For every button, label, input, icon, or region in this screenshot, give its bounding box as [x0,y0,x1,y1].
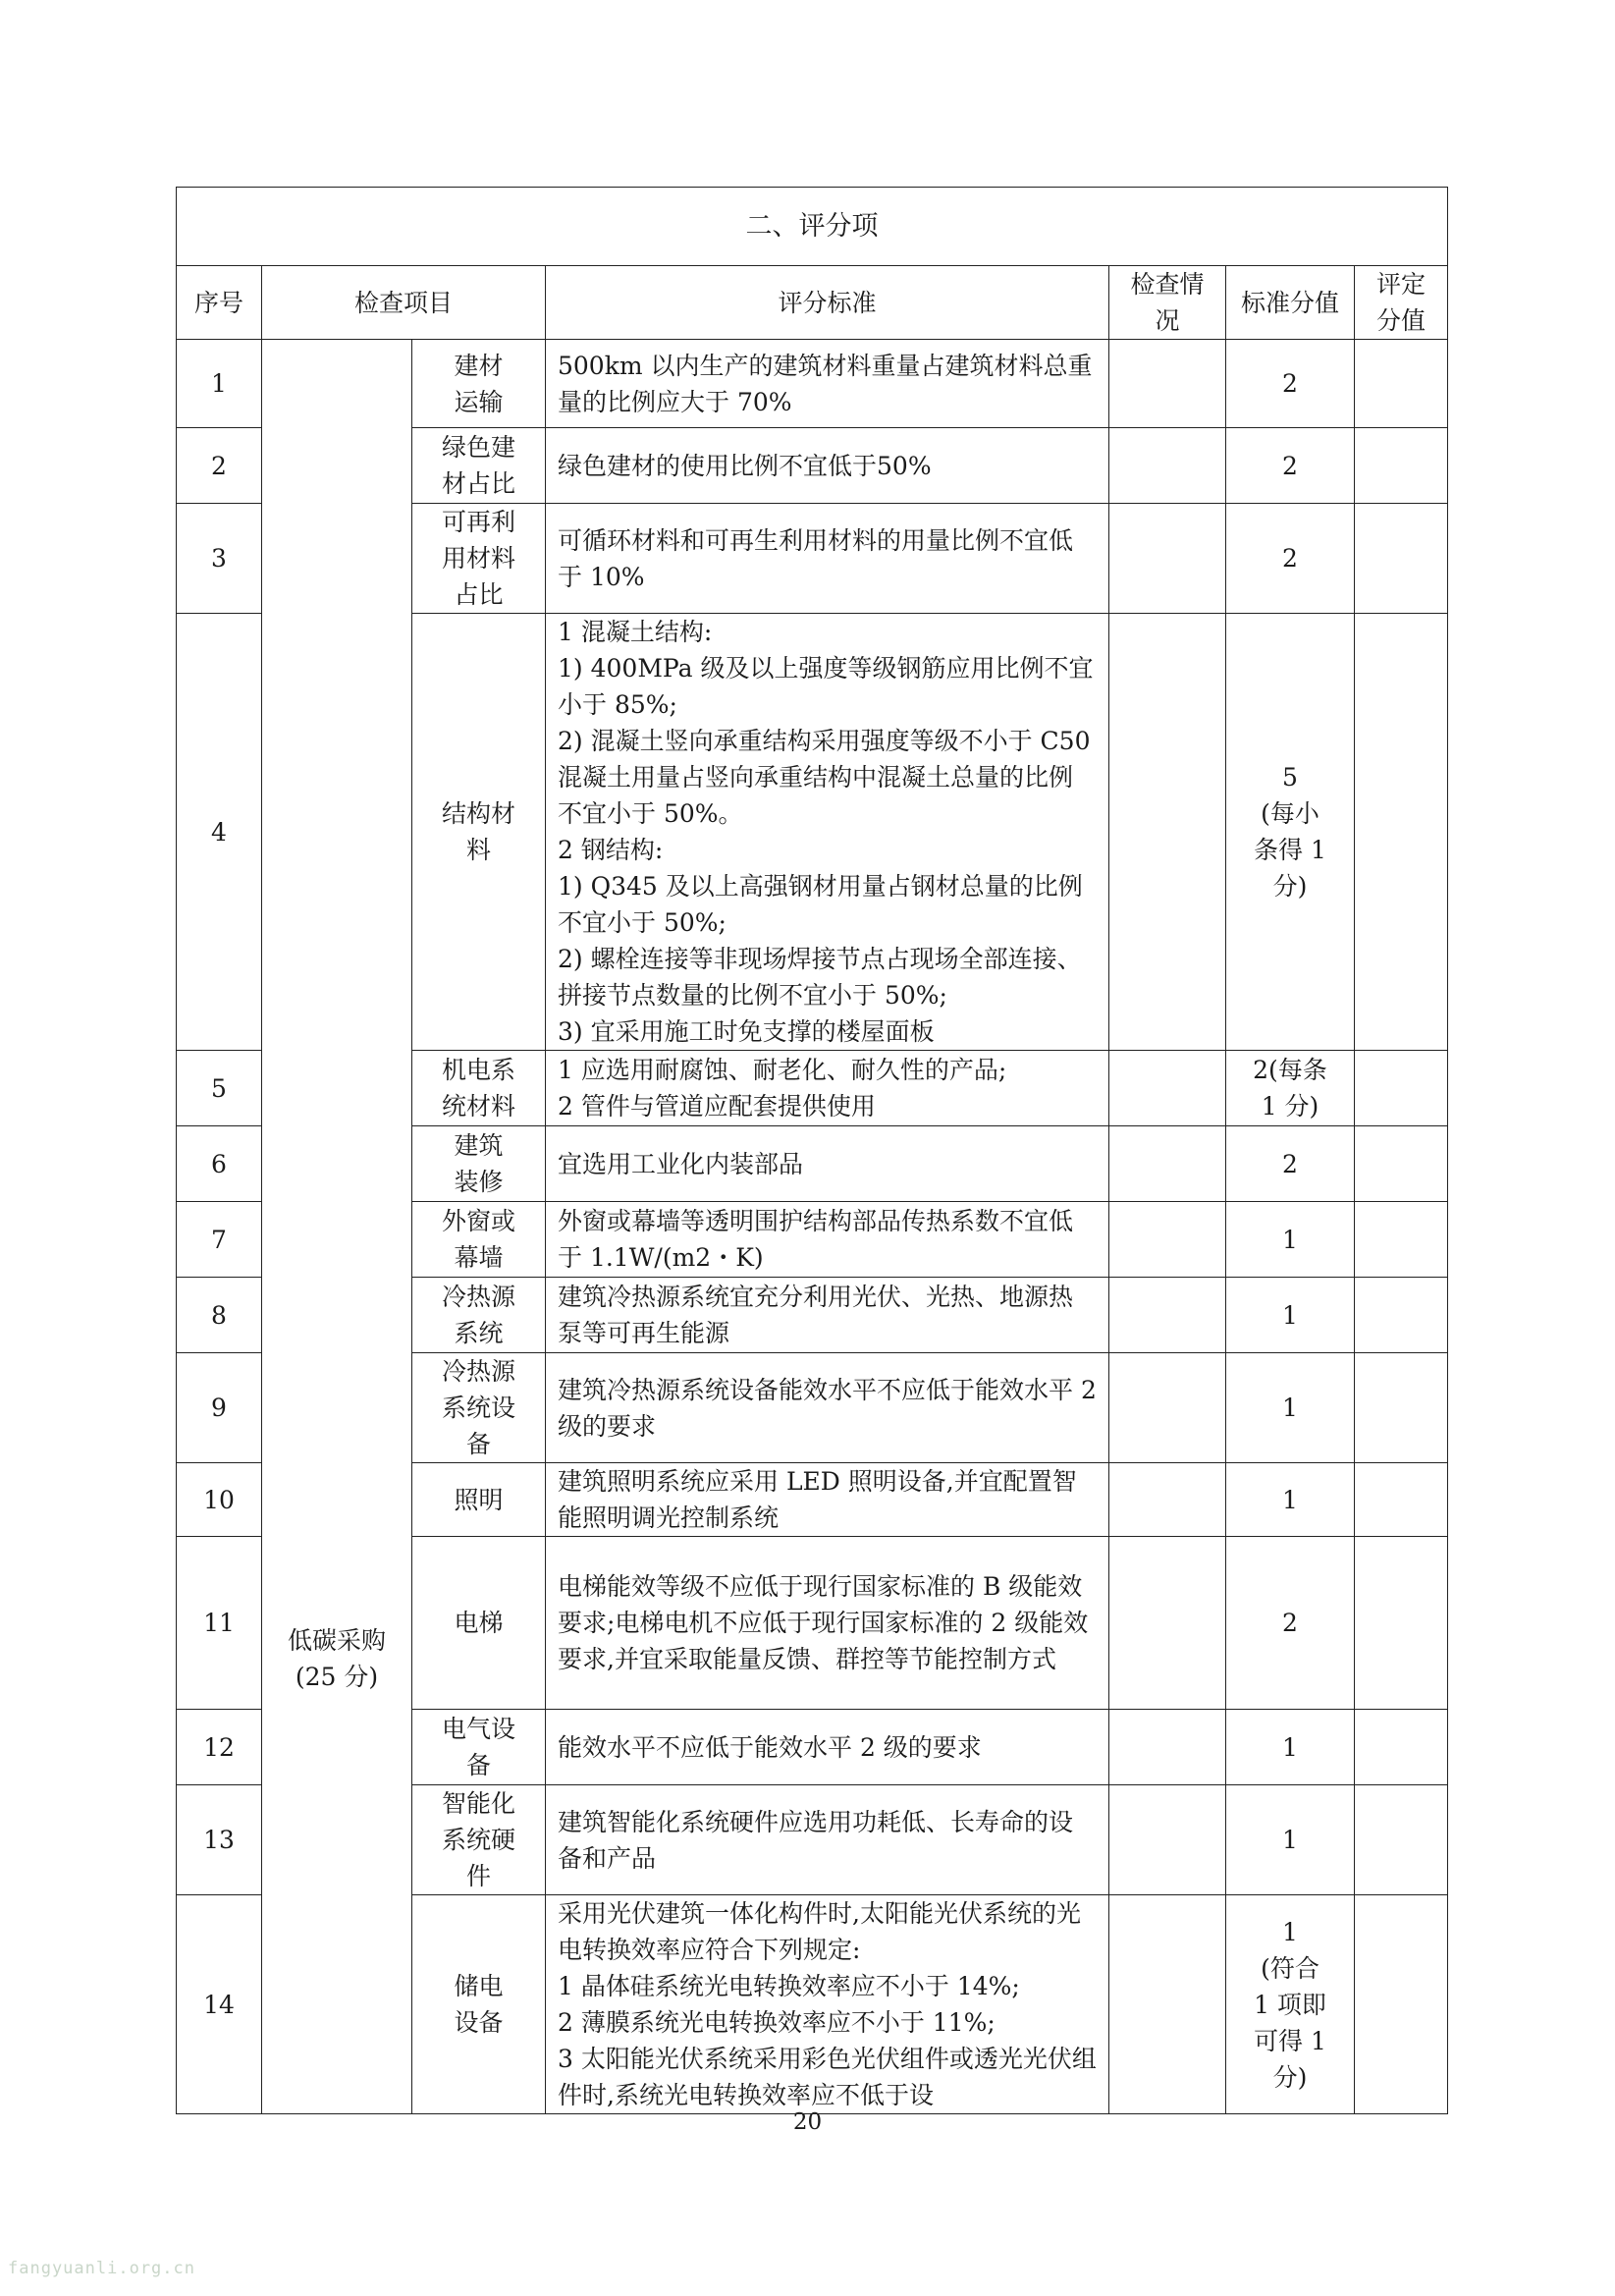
header-standard-score: 标准分值 [1226,266,1355,340]
status-cell [1109,1051,1226,1126]
criteria-text: 建筑冷热源系统宜充分利用光伏、光热、地源热泵等可再生能源 [546,1278,1109,1353]
category-score: (25 分) [295,1663,379,1691]
section-title-row [177,188,1448,266]
status-cell [1109,1126,1226,1202]
criteria-text: 1 应选用耐腐蚀、耐老化、耐久性的产品; 2 管件与管道应配套提供使用 [546,1051,1109,1126]
criteria-text: 可循环材料和可再生利用材料的用量比例不宜低于 10% [546,504,1109,614]
row-number: 5 [177,1051,262,1126]
rated-score-cell [1355,1278,1448,1353]
sub-item: 电气设 备 [412,1710,546,1785]
criteria-text: 建筑智能化系统硬件应选用功耗低、长寿命的设备和产品 [546,1785,1109,1895]
sub-item: 外窗或 幕墙 [412,1202,546,1278]
sub-item: 智能化 系统硬 件 [412,1785,546,1895]
status-cell [1109,1895,1226,2114]
row-number: 9 [177,1353,262,1463]
status-cell [1109,1353,1226,1463]
criteria-text: 1 混凝土结构: 1) 400MPa 级及以上强度等级钢筋应用比例不宜小于 85%; 2) 混凝土竖向承重结构采用强度等级不小于 C50 混凝土用量占竖向承重结构中混凝土总量的比例不宜小于 50%。 2 钢结构: 1) Q345 及以上高强钢材用量占钢材总量的比例不宜小于 50%; 2) 螺栓连接等非现场焊接节点占现场全部连接、拼接节点数量的比例不宜小于 50%; 3) 宜采用施工时免支撑的楼屋面板 [546,614,1109,1051]
criteria-text: 外窗或幕墙等透明围护结构部品传热系数不宜低于 1.1W/(m2・K) [546,1202,1109,1278]
sub-item: 结构材 料 [412,614,546,1051]
rated-score-cell [1355,1051,1448,1126]
status-cell [1109,1278,1226,1353]
row-number: 13 [177,1785,262,1895]
criteria-text: 能效水平不应低于能效水平 2 级的要求 [546,1710,1109,1785]
header-criteria: 评分标准 [546,266,1109,340]
sub-item: 建材 运输 [412,340,546,428]
table-row [177,340,1448,428]
rated-score-cell [1355,1126,1448,1202]
sub-item: 机电系 统材料 [412,1051,546,1126]
standard-score: 1 [1226,1785,1355,1895]
page-number: 20 [792,2109,823,2135]
sub-item: 建筑 装修 [412,1126,546,1202]
standard-score: 1 [1226,1710,1355,1785]
status-cell [1109,614,1226,1051]
standard-score: 1 (符合 1 项即 可得 1 分) [1226,1895,1355,2114]
standard-score: 2 [1226,1126,1355,1202]
status-cell [1109,504,1226,614]
standard-score: 1 [1226,1278,1355,1353]
sub-item: 绿色建 材占比 [412,428,546,504]
rated-score-cell [1355,1895,1448,2114]
criteria-text: 电梯能效等级不应低于现行国家标准的 B 级能效要求;电梯电机不应低于现行国家标准的 2 级能效要求,并宜采取能量反馈、群控等节能控制方式 [546,1537,1109,1710]
status-cell [1109,1463,1226,1537]
row-number: 1 [177,340,262,428]
header-rated-score: 评定分值 [1355,266,1448,340]
row-number: 11 [177,1537,262,1710]
standard-score: 2 [1226,428,1355,504]
row-number: 3 [177,504,262,614]
sub-item: 电梯 [412,1537,546,1710]
status-cell [1109,1537,1226,1710]
rated-score-cell [1355,614,1448,1051]
criteria-text: 采用光伏建筑一体化构件时,太阳能光伏系统的光电转换效率应符合下列规定: 1 晶体硅系统光电转换效率应不小于 14%; 2 薄膜系统光电转换效率应不小于 11%; 3 太阳能光伏系统采用彩色光伏组件或透光光伏组件时,系统光电转换效率应不低于设 [546,1895,1109,2114]
rated-score-cell [1355,1710,1448,1785]
standard-score: 2 [1226,504,1355,614]
sub-item: 冷热源 系统 [412,1278,546,1353]
sub-item: 储电 设备 [412,1895,546,2114]
standard-score: 2 [1226,1537,1355,1710]
standard-score: 1 [1226,1463,1355,1537]
scoring-table [176,187,1448,2114]
row-number: 7 [177,1202,262,1278]
criteria-text: 宜选用工业化内装部品 [546,1126,1109,1202]
standard-score: 1 [1226,1353,1355,1463]
sub-item: 冷热源 系统设 备 [412,1353,546,1463]
watermark: fangyuanli.org.cn [8,2259,195,2278]
rated-score-cell [1355,1537,1448,1710]
header-row [177,266,1448,340]
header-no: 序号 [177,266,262,340]
criteria-text: 建筑冷热源系统设备能效水平不应低于能效水平 2 级的要求 [546,1353,1109,1463]
status-cell [1109,1202,1226,1278]
standard-score: 2 [1226,340,1355,428]
row-number: 8 [177,1278,262,1353]
status-cell [1109,1785,1226,1895]
criteria-text: 500km 以内生产的建筑材料重量占建筑材料总重量的比例应大于 70% [546,340,1109,428]
criteria-text: 建筑照明系统应采用 LED 照明设备,并宜配置智能照明调光控制系统 [546,1463,1109,1537]
standard-score: 5 (每小 条得 1 分) [1226,614,1355,1051]
row-number: 12 [177,1710,262,1785]
standard-score: 2(每条 1 分) [1226,1051,1355,1126]
row-number: 10 [177,1463,262,1537]
sub-item: 照明 [412,1463,546,1537]
rated-score-cell [1355,340,1448,428]
rated-score-cell [1355,1463,1448,1537]
rated-score-cell [1355,1785,1448,1895]
section-title: 二、评分项 [177,188,1448,266]
row-number: 6 [177,1126,262,1202]
category-cell [262,340,412,2114]
row-number: 4 [177,614,262,1051]
rated-score-cell [1355,504,1448,614]
status-cell [1109,340,1226,428]
row-number: 14 [177,1895,262,2114]
criteria-text: 绿色建材的使用比例不宜低于50% [546,428,1109,504]
sub-item: 可再利 用材料 占比 [412,504,546,614]
category-label: 低碳采购 [287,1626,386,1655]
rated-score-cell [1355,428,1448,504]
row-number: 2 [177,428,262,504]
header-item: 检查项目 [262,266,546,340]
status-cell [1109,1710,1226,1785]
rated-score-cell [1355,1202,1448,1278]
standard-score: 1 [1226,1202,1355,1278]
rated-score-cell [1355,1353,1448,1463]
status-cell [1109,428,1226,504]
header-status: 检查情况 [1109,266,1226,340]
